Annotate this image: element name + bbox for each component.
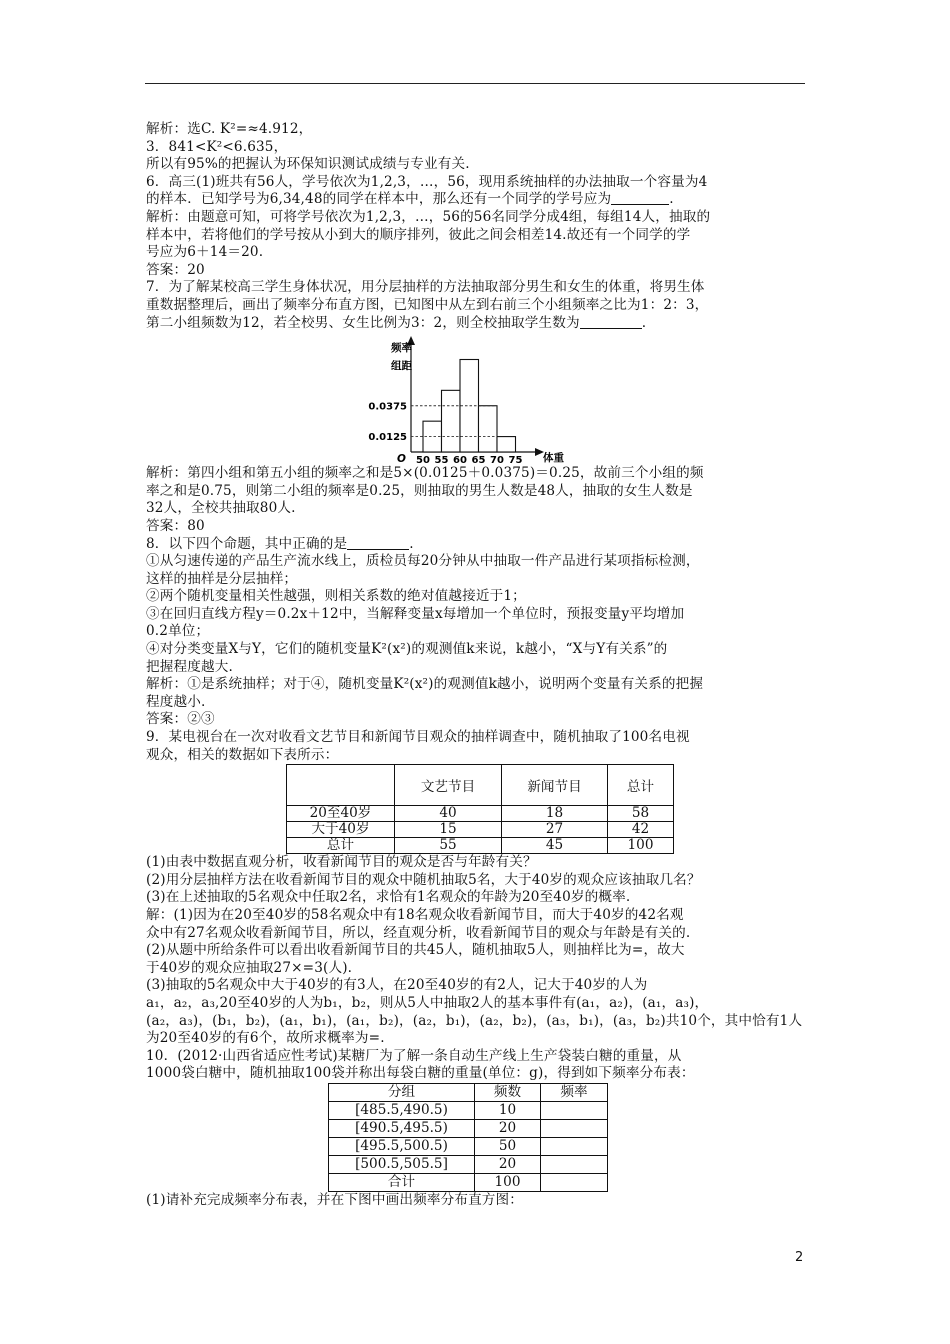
table-cell: [485.5,490.5) — [329, 1101, 475, 1119]
table-cell: 55 — [395, 838, 502, 854]
table-cell: [490.5,495.5) — [329, 1119, 475, 1137]
table-cell: 大于40岁 — [287, 822, 395, 838]
x-tick-label: 60 — [453, 455, 467, 467]
page-content — [146, 121, 816, 1210]
text-line: 3．841<K²<6.635， — [146, 138, 288, 155]
table-row — [329, 1155, 608, 1173]
text-line: ④对分类变量X与Y，它们的随机变量K²(x²)的观测值k来说，k越小，“X与Y有关系”的 — [146, 641, 668, 658]
table-row — [329, 1101, 608, 1119]
histogram-bar — [442, 390, 461, 452]
table-cell: 27 — [502, 822, 608, 838]
y-tick-label: 0.0375 — [368, 401, 407, 413]
text-line: (2)用分层抽样方法在收看新闻节目的观众中随机抽取5名，大于40岁的观众应该抽取几名？ — [146, 871, 701, 888]
text-line: 解析：第四小组和第五小组的频率之和是5×(0.0125＋0.0375)＝0.25，故前三个小组的频 — [146, 465, 704, 482]
table-header-cell: 文艺节目 — [395, 765, 502, 806]
answer-blank — [611, 191, 669, 205]
x-tick-label: 65 — [471, 455, 486, 467]
histogram-bar — [497, 437, 516, 452]
table-header-cell: 分组 — [329, 1083, 475, 1101]
text-line: 9．某电视台在一次对收看文艺节目和新闻节目观众的抽样调查中，随机抽取了100名电视 — [146, 729, 690, 746]
y-label-top: 频率 — [391, 342, 412, 355]
answer-blank — [580, 315, 642, 329]
text-line: 1000袋白糖中，随机抽取100袋并称出每袋白糖的重量(单位：g)，得到如下频率分布表： — [146, 1065, 695, 1082]
table-cell — [541, 1137, 608, 1155]
text-line: (3)在上述抽取的5名观众中任取2名，求恰有1名观众的年龄为20至40岁的概率. — [146, 889, 631, 906]
text-line: ①从匀速传递的产品生产流水线上，质检员每20分钟从中抽取一件产品进行某项指标检测， — [146, 553, 700, 570]
text-line: ②两个随机变量相关性越强，则相关系数的绝对值越接近于1； — [146, 588, 526, 605]
table-row — [329, 1119, 608, 1137]
table-cell — [541, 1101, 608, 1119]
answer-blank — [347, 536, 409, 550]
table-cell: 50 — [475, 1137, 541, 1155]
table-cell: 42 — [608, 822, 674, 838]
table-row — [329, 1137, 608, 1155]
text-line: 10．(2012·山西省适应性考试)某糖厂为了解一条自动生产线上生产袋装白糖的重量，从 — [146, 1047, 682, 1064]
table-row — [287, 838, 674, 854]
text-line: 答案：20 — [146, 261, 205, 278]
text-line: 样本中，若将他们的学号按从小到大的顺序排列，彼此之间会相差14.故还有一个同学的学 — [146, 226, 691, 243]
table-cell: [495.5,500.5) — [329, 1137, 475, 1155]
page-number: 2 — [795, 1250, 804, 1265]
text-line: 6．高三(1)班共有56人，学号依次为1,2,3，…，56，现用系统抽样的办法抽取一个容量为4 — [146, 173, 708, 190]
y-tick-label: 0.0125 — [368, 432, 407, 444]
histogram-bar — [479, 406, 498, 452]
header-rule — [145, 83, 805, 84]
text-line: 程度越小. — [146, 693, 206, 710]
text-line-with-blank: 8．以下四个命题，其中正确的是 . — [146, 535, 414, 552]
text-line: (1)请补充完成频率分布表，并在下图中画出频率分布直方图： — [146, 1191, 524, 1208]
table-cell: 18 — [502, 806, 608, 822]
table-cell — [541, 1155, 608, 1173]
text-line: 解：(1)因为在20至40岁的58名观众中有18名观众收看新闻节目，而大于40岁的42名观 — [146, 907, 684, 923]
text-line: 答案：②③ — [146, 711, 215, 728]
table-cell: 20至40岁 — [287, 806, 395, 822]
table-cell: 合计 — [329, 1173, 475, 1191]
table-cell: 40 — [395, 806, 502, 822]
table-cell — [541, 1173, 608, 1191]
table-cell: 总计 — [287, 838, 395, 854]
text-line: 观众，相关的数据如下表所示： — [146, 746, 339, 763]
x-tick-label: 70 — [490, 455, 504, 467]
text-line-with-blank: 第二小组频数为12，若全校男、女生比例为3：2，则全校抽取学生数为 . — [146, 314, 647, 331]
text-line: 为20至40岁的有6个，故所求概率为=. — [146, 1030, 385, 1047]
text-line: 号应为6＋14＝20. — [146, 244, 264, 261]
text-line: ③在回归直线方程y＝0.2x＋12中，当解释变量x每增加一个单位时，预报变量y平均增加 — [146, 605, 685, 622]
table-header-row — [287, 765, 674, 806]
table-cell — [541, 1119, 608, 1137]
frequency-table — [328, 1083, 608, 1192]
table-header-cell: 频率 — [541, 1083, 608, 1101]
table-cell: 45 — [502, 838, 608, 854]
x-label: 体重 — [543, 452, 564, 465]
text-line: a₁，a₂，a₃,20至40岁的人为b₁，b₂，则从5人中抽取2人的基本事件有(a₁，a₂)，(a₁，a₃)， — [146, 994, 709, 1011]
text-line: 答案：80 — [146, 517, 205, 534]
text-line: (a₂，a₃)，(b₁，b₂)，(a₁，b₁)，(a₁，b₂)，(a₂，b₁)，(a₂，b₂)，(a₃，b₁)，(a₃，b₂)共10个，其中恰有1人 — [146, 1012, 803, 1029]
text-line-with-blank: 的样本．已知学号为6,34,48的同学在样本中，那么还有一个同学的学号应为 . — [146, 191, 674, 208]
text-line: (1)由表中数据直观分析，收看新闻节目的观众是否与年龄有关？ — [146, 854, 537, 871]
text-line: 率之和是0.75，则第二小组的频率是0.25，则抽取的男生人数是48人，抽取的女生人数是 — [146, 482, 693, 499]
text-segment: 第二小组频数为12，若全校男、女生比例为3：2，则全校抽取学生数为 — [146, 314, 580, 331]
table-header-cell: 频数 — [475, 1083, 541, 1101]
text-line: 重数据整理后，画出了频率分布直方图，已知图中从左到右前三个小组频率之比为1：2：3， — [146, 296, 709, 313]
text-line: 解析：由题意可知，可将学号依次为1,2,3，…，56的56名同学分成4组，每组14人，抽取的 — [146, 208, 711, 225]
frequency-histogram — [368, 335, 564, 467]
table-cell: 15 — [395, 822, 502, 838]
origin-label: O — [397, 453, 406, 466]
x-tick-label: 55 — [434, 455, 449, 467]
viewer-table — [286, 764, 674, 854]
table-cell: 20 — [475, 1119, 541, 1137]
text-segment: 8．以下四个命题，其中正确的是 — [146, 535, 348, 552]
table-cell: 20 — [475, 1155, 541, 1173]
table-cell: 100 — [475, 1173, 541, 1191]
table-header-cell: 总计 — [608, 765, 674, 806]
table-cell: 10 — [475, 1101, 541, 1119]
text-segment: 的样本．已知学号为6,34,48的同学在样本中，那么还有一个同学的学号应为 — [146, 191, 612, 208]
text-line: 把握程度越大. — [146, 658, 233, 675]
table-row — [287, 822, 674, 838]
table-header-cell — [287, 765, 395, 806]
x-tick-label: 75 — [508, 455, 523, 467]
text-line: 众中有27名观众收看新闻节目，所以，经直观分析，收看新闻节目的观众与年龄是有关的. — [146, 924, 691, 941]
table-cell: 100 — [608, 838, 674, 854]
table-row — [329, 1173, 608, 1191]
text-line: 解析：①是系统抽样；对于④，随机变量K²(x²)的观测值k越小，说明两个变量有关系的把握 — [146, 676, 704, 693]
text-line: 32人，全校共抽取80人. — [146, 500, 296, 517]
text-line: (3)抽取的5名观众中大于40岁的有3人，在20至40岁的有2人，记大于40岁的人为 — [146, 977, 648, 994]
text-line: 解析：选C. K²=≈4.912， — [146, 121, 313, 137]
text-line: 7．为了解某校高三学生身体状况，用分层抽样的方法抽取部分男生和女生的体重，将男生体 — [146, 279, 705, 296]
text-line: 0.2单位； — [146, 623, 210, 640]
table-row — [287, 806, 674, 822]
table-cell: [500.5,505.5] — [329, 1155, 475, 1173]
table-header-row — [329, 1083, 608, 1101]
x-tick-label: 50 — [416, 455, 430, 467]
text-line: 这样的抽样是分层抽样； — [146, 570, 298, 587]
y-label-bottom: 组距 — [391, 360, 412, 373]
table-header-cell: 新闻节目 — [502, 765, 608, 806]
text-line: (2)从题中所给条件可以看出收看新闻节目的共45人，随机抽取5人，则抽样比为=，故大 — [146, 942, 685, 959]
text-line: 所以有95%的把握认为环保知识测试成绩与专业有关. — [146, 156, 470, 173]
table-cell: 58 — [608, 806, 674, 822]
text-line: 于40岁的观众应抽取27×=3(人). — [146, 959, 353, 976]
